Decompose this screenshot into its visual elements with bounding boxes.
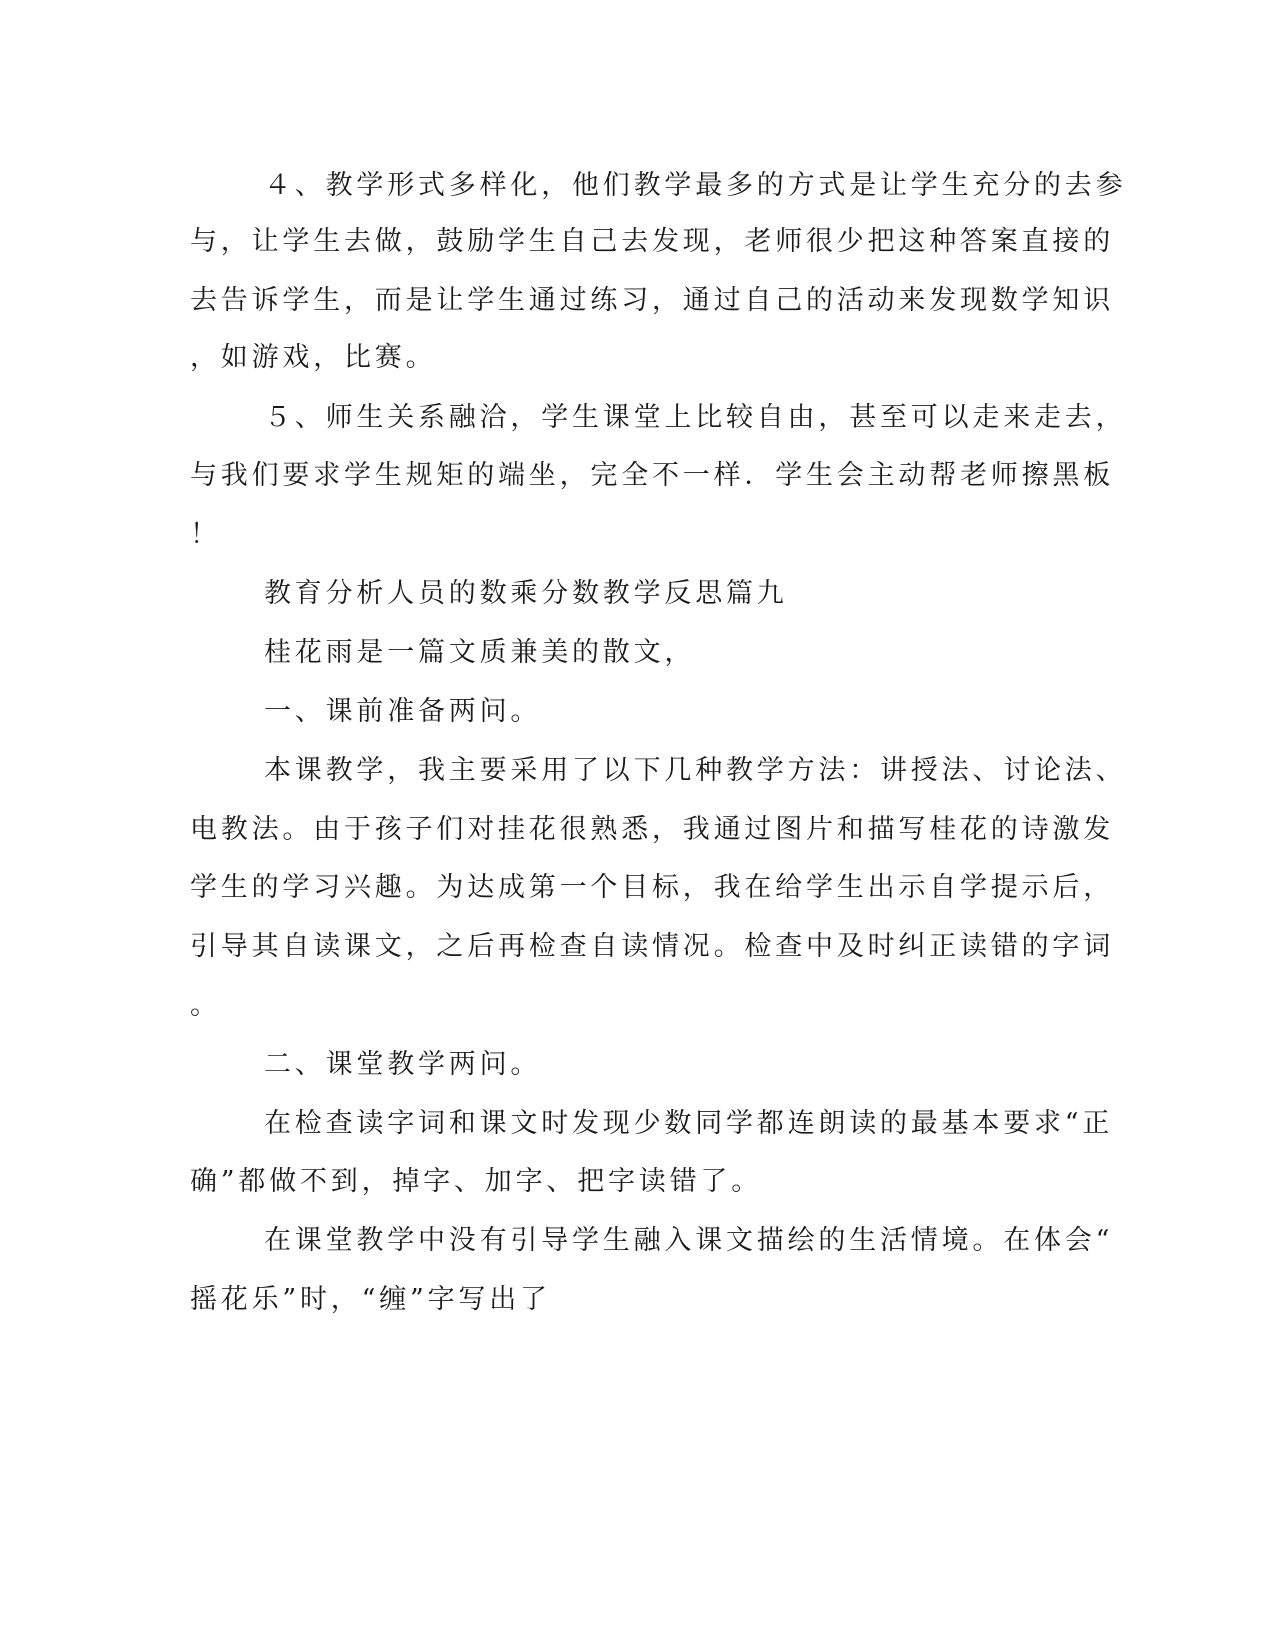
paragraph-line: 二、课堂教学两问。: [264, 1049, 542, 1080]
section-heading: 教育分析人员的数乘分数教学反思篇九: [264, 578, 788, 609]
paragraph-line: 在检查读字词和课文时发现少数同学都连朗读的最基本要求“正: [264, 1108, 1114, 1139]
paragraph-line: 在课堂教学中没有引导学生融入课文描绘的生活情境。在体会“: [264, 1225, 1114, 1256]
paragraph-line: 确”都做不到，掉字、加字、把字读错了。: [190, 1166, 763, 1197]
paragraph-line: 本课教学，我主要采用了以下几种教学方法：讲授法、讨论法、: [264, 755, 1127, 786]
paragraph-line: 。: [190, 990, 221, 1021]
paragraph-line: 桂花雨是一篇文质兼美的散文，: [264, 637, 696, 668]
paragraph-line: ，如游戏，比赛。: [190, 342, 437, 373]
paragraph-line: 摇花乐”时，“缠”字写出了: [190, 1284, 551, 1315]
paragraph-line: 引导其自读课文，之后再检查自读情况。检查中及时纠正读错的字词: [190, 931, 1114, 962]
paragraph-line: ４、教学形式多样化，他们教学最多的方式是让学生充分的去参: [264, 170, 1127, 201]
paragraph-line: 一、课前准备两问。: [264, 696, 542, 727]
paragraph-line: ！: [190, 519, 221, 550]
paragraph-line: 电教法。由于孩子们对挂花很熟悉，我通过图片和描写桂花的诗激发: [190, 814, 1114, 845]
paragraph-line: 去告诉学生，而是让学生通过练习，通过自己的活动来发现数学知识: [190, 285, 1114, 316]
paragraph-line: 学生的学习兴趣。为达成第一个目标，我在给学生出示自学提示后，: [190, 872, 1114, 903]
paragraph-line: 与我们要求学生规矩的端坐，完全不一样．学生会主动帮老师擦黑板: [190, 460, 1114, 491]
paragraph-line: ５、师生关系融洽，学生课堂上比较自由，甚至可以走来走去，: [264, 402, 1127, 433]
paragraph-line: 与，让学生去做，鼓励学生自己去发现，老师很少把这种答案直接的: [190, 226, 1114, 257]
